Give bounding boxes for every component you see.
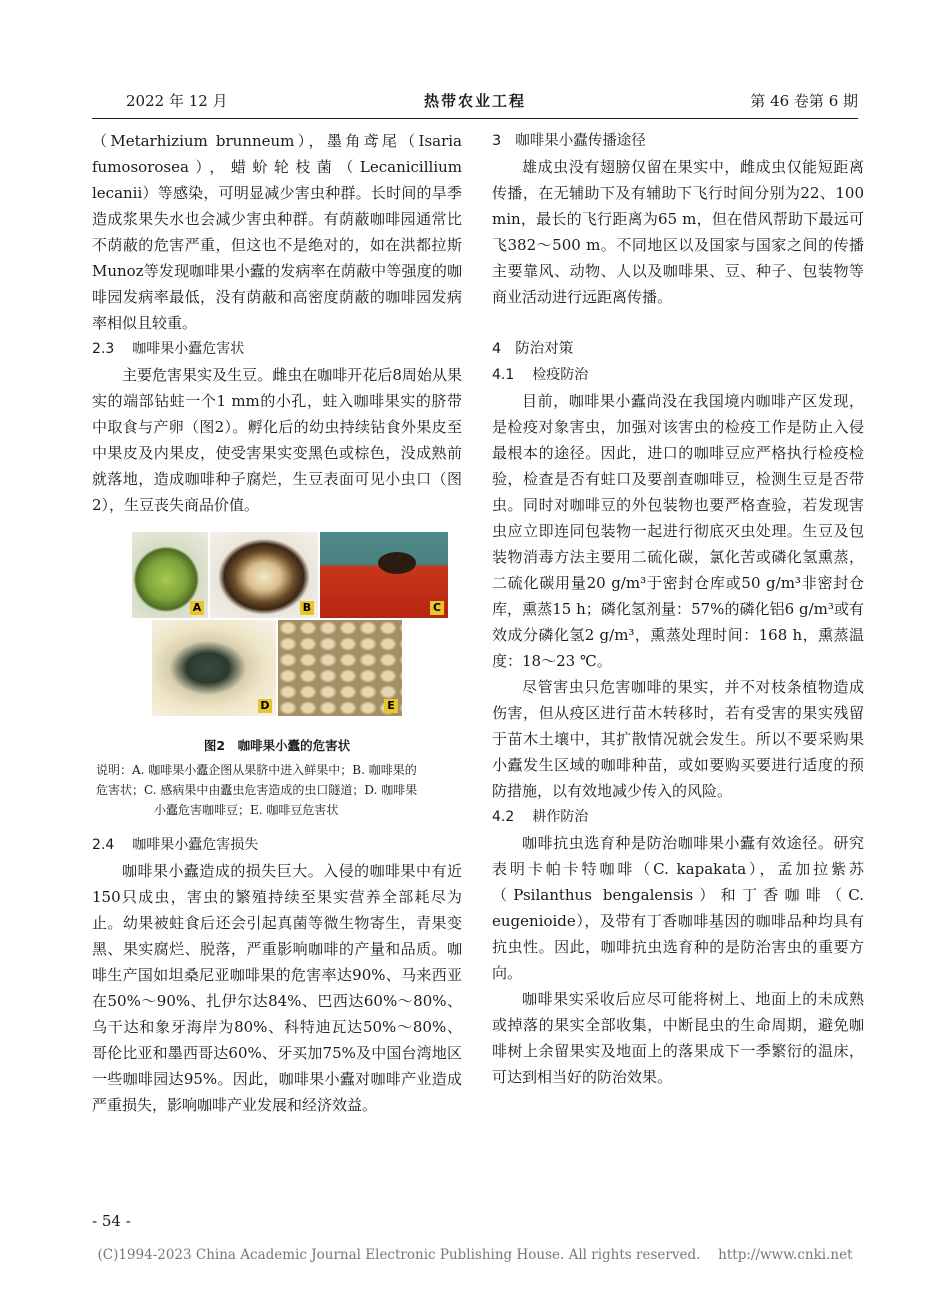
section-number: 3	[492, 133, 502, 149]
photo-c-red-berry-beetle	[320, 532, 448, 618]
section-title: 耕作防治	[532, 809, 589, 825]
section-number: 2.3	[92, 341, 115, 357]
section-title: 咖啡果小蠹危害损失	[132, 837, 259, 853]
copyright-footer: (C)1994-2023 China Academic Journal Electronic Publishing House. All rights reserved. http://www.cnki.net	[97, 1247, 853, 1263]
figure-2-caption: 图2 咖啡果小蠹的危害状	[203, 738, 351, 753]
header-issue: 第 46 卷第 6 期	[750, 92, 858, 110]
section-number: 4	[492, 341, 502, 357]
paragraph-seedlings: 尽管害虫只危害咖啡的果实，并不对枝条植物造成伤害，但从疫区进行苗木转移时，若有受害的果实残留于苗木土壤中，其扩散情况就会发生。所以不要采购果小蠹发生区域的咖啡种苗，或如要购买要进行适度的预防措施，以有效地减少传入的风险。	[492, 678, 864, 800]
header-date: 2022 年 12 月	[126, 92, 228, 110]
label-d: D	[258, 699, 272, 713]
photo-a-green-berry	[132, 532, 208, 618]
paragraph-quarantine: 目前，咖啡果小蠹尚没在我国境内咖啡产区发现，是检疫对象害虫，加强对该害虫的检疫工作是防止入侵最根本的途径。因此，进口的咖啡豆应严格执行检疫检验，检查是否有蛀口及要剖查咖啡豆，检测生豆是否带虫。同时对咖啡豆的外包装物也要严格查验，若发现害虫应立即连同包装物一起进行彻底灭虫处理。生豆及包装物消毒方法主要用二硫化碳，氯化苦或磷化氢熏蒸，二硫化碳用量20 g/m³于密封仓库或50 g/m³非密封仓库，熏蒸15 h；磷化氢剂量：57%的磷化铝6 g/m³或有效成分磷化氢2 g/m³，熏蒸处理时间：168 h，熏蒸温度：18～23 ℃。	[492, 392, 864, 670]
figure-2	[106, 532, 448, 732]
right-column	[492, 128, 864, 1090]
paragraph-spread-routes: 雄成虫没有翅膀仅留在果实中，雌成虫仅能短距离传播，在无辅助下及有辅助下飞行时间分别为22、100 min，最长的飞行距离为65 m，但在借风帮助下最远可飞382～500 m。不同地区以及国家与国家之间的传播主要靠风、动物、人以及咖啡果、豆、种子、包装物等商业活动进行远距离传播。	[492, 158, 864, 306]
section-title: 咖啡果小蠹危害状	[132, 341, 245, 357]
photo-e-coffee-beans	[278, 620, 402, 716]
paragraph-resistant-breeding: 咖啡抗虫选育种是防治咖啡果小蠹有效途径。研究表明卡帕卡特咖啡（C. kapakata），孟加拉紫苏（Psilanthus bengalensis）和丁香咖啡（C. eugenioide），及带有丁香咖啡基因的咖啡品种均具有抗虫性。因此，咖啡抗虫选育种的是防治害虫的重要方向。	[492, 834, 864, 982]
section-4-2-heading	[492, 804, 864, 830]
section-4-heading	[492, 336, 864, 362]
section-number: 4.2	[492, 809, 515, 825]
section-title: 检疫防治	[532, 367, 589, 383]
running-header	[92, 86, 858, 114]
page-number: - 54 -	[92, 1212, 131, 1230]
paragraph-damage-symptoms: 主要危害果实及生豆。雌虫在咖啡开花后8周始从果实的端部钻蛀一个1 mm的小孔，蛀入咖啡果实的脐带中取食与产卵（图2）。孵化后的幼虫持续钻食外果皮至中果皮及内果皮，使受害果实变黑色或棕色，没成熟前就落地，造成咖啡种子腐烂，生豆表面可见小虫口（图2），生豆丧失商品价值。	[92, 366, 462, 514]
figure-note-line-3: 小蠹危害咖啡豆；E. 咖啡豆危害状	[154, 803, 339, 817]
paragraph-pathogens: （Metarhizium brunneum），墨角鸢尾（Isaria fumosorosea），蜡蚧轮枝菌（Lecanicillium lecanii）等感染，可明显减少害虫种群。长时间的旱季造成浆果失水也会减少害虫种群。有荫蔽咖啡园通常比不荫蔽的危害严重，但这也不是绝对的，如在洪都拉斯Munoz等发现咖啡果小蠹的发病率在荫蔽中等强度的咖啡园发病率最低，没有荫蔽和高密度荫蔽的咖啡园发病率相似且较重。	[92, 132, 462, 332]
paragraph-harvest-sanitation: 咖啡果实采收后应尽可能将树上、地面上的未成熟或掉落的果实全部收集，中断昆虫的生命周期，避免咖啡树上余留果实及地面上的落果成下一季繁衍的温床，可达到相当好的防治效果。	[492, 990, 864, 1086]
section-3-heading	[492, 128, 864, 154]
figure-note-line-1: 说明：A. 咖啡果小蠹企图从果脐中进入鲜果中；B. 咖啡果的	[96, 763, 417, 777]
section-number: 2.4	[92, 837, 115, 853]
paragraph-damage-loss: 咖啡果小蠹造成的损失巨大。入侵的咖啡果中有近150只成虫，害虫的繁殖持续至果实营养全部耗尽为止。幼果被蛀食后还会引起真菌等微生物寄生，青果变黑、果实腐烂、脱落，严重影响咖啡的产量和品质。咖啡生产国如坦桑尼亚咖啡果的危害率达90%、马来西亚在50%～90%、扎伊尔达84%、巴西达60%～80%、乌干达和象牙海岸为80%、科特迪瓦达50%～80%、哥伦比亚和墨西哥达60%、牙买加75%及中国台湾地区一些咖啡园达95%。因此，咖啡果小蠹对咖啡产业造成严重损失，影响咖啡产业发展和经济效益。	[92, 862, 462, 1114]
figure-2-note	[96, 760, 458, 820]
section-number: 4.1	[492, 367, 515, 383]
label-e: E	[384, 699, 398, 713]
section-title: 咖啡果小蠹传播途径	[515, 133, 646, 149]
photo-d-damaged-bean	[152, 620, 276, 716]
left-column	[92, 128, 462, 1118]
label-b: B	[300, 601, 314, 615]
label-a: A	[190, 601, 204, 615]
section-title: 防治对策	[515, 341, 574, 357]
photo-b-bored-berry	[210, 532, 318, 618]
figure-note-line-2: 危害状；C. 感病果中由蠹虫危害造成的虫口隧道；D. 咖啡果	[96, 783, 418, 797]
section-2-4-heading	[92, 832, 462, 858]
header-rule	[92, 118, 858, 119]
beetle-shape	[378, 552, 416, 574]
header-journal-title: 热带农业工程	[423, 92, 526, 110]
section-2-3-heading	[92, 336, 462, 362]
label-c: C	[430, 601, 444, 615]
section-4-1-heading	[492, 362, 864, 388]
